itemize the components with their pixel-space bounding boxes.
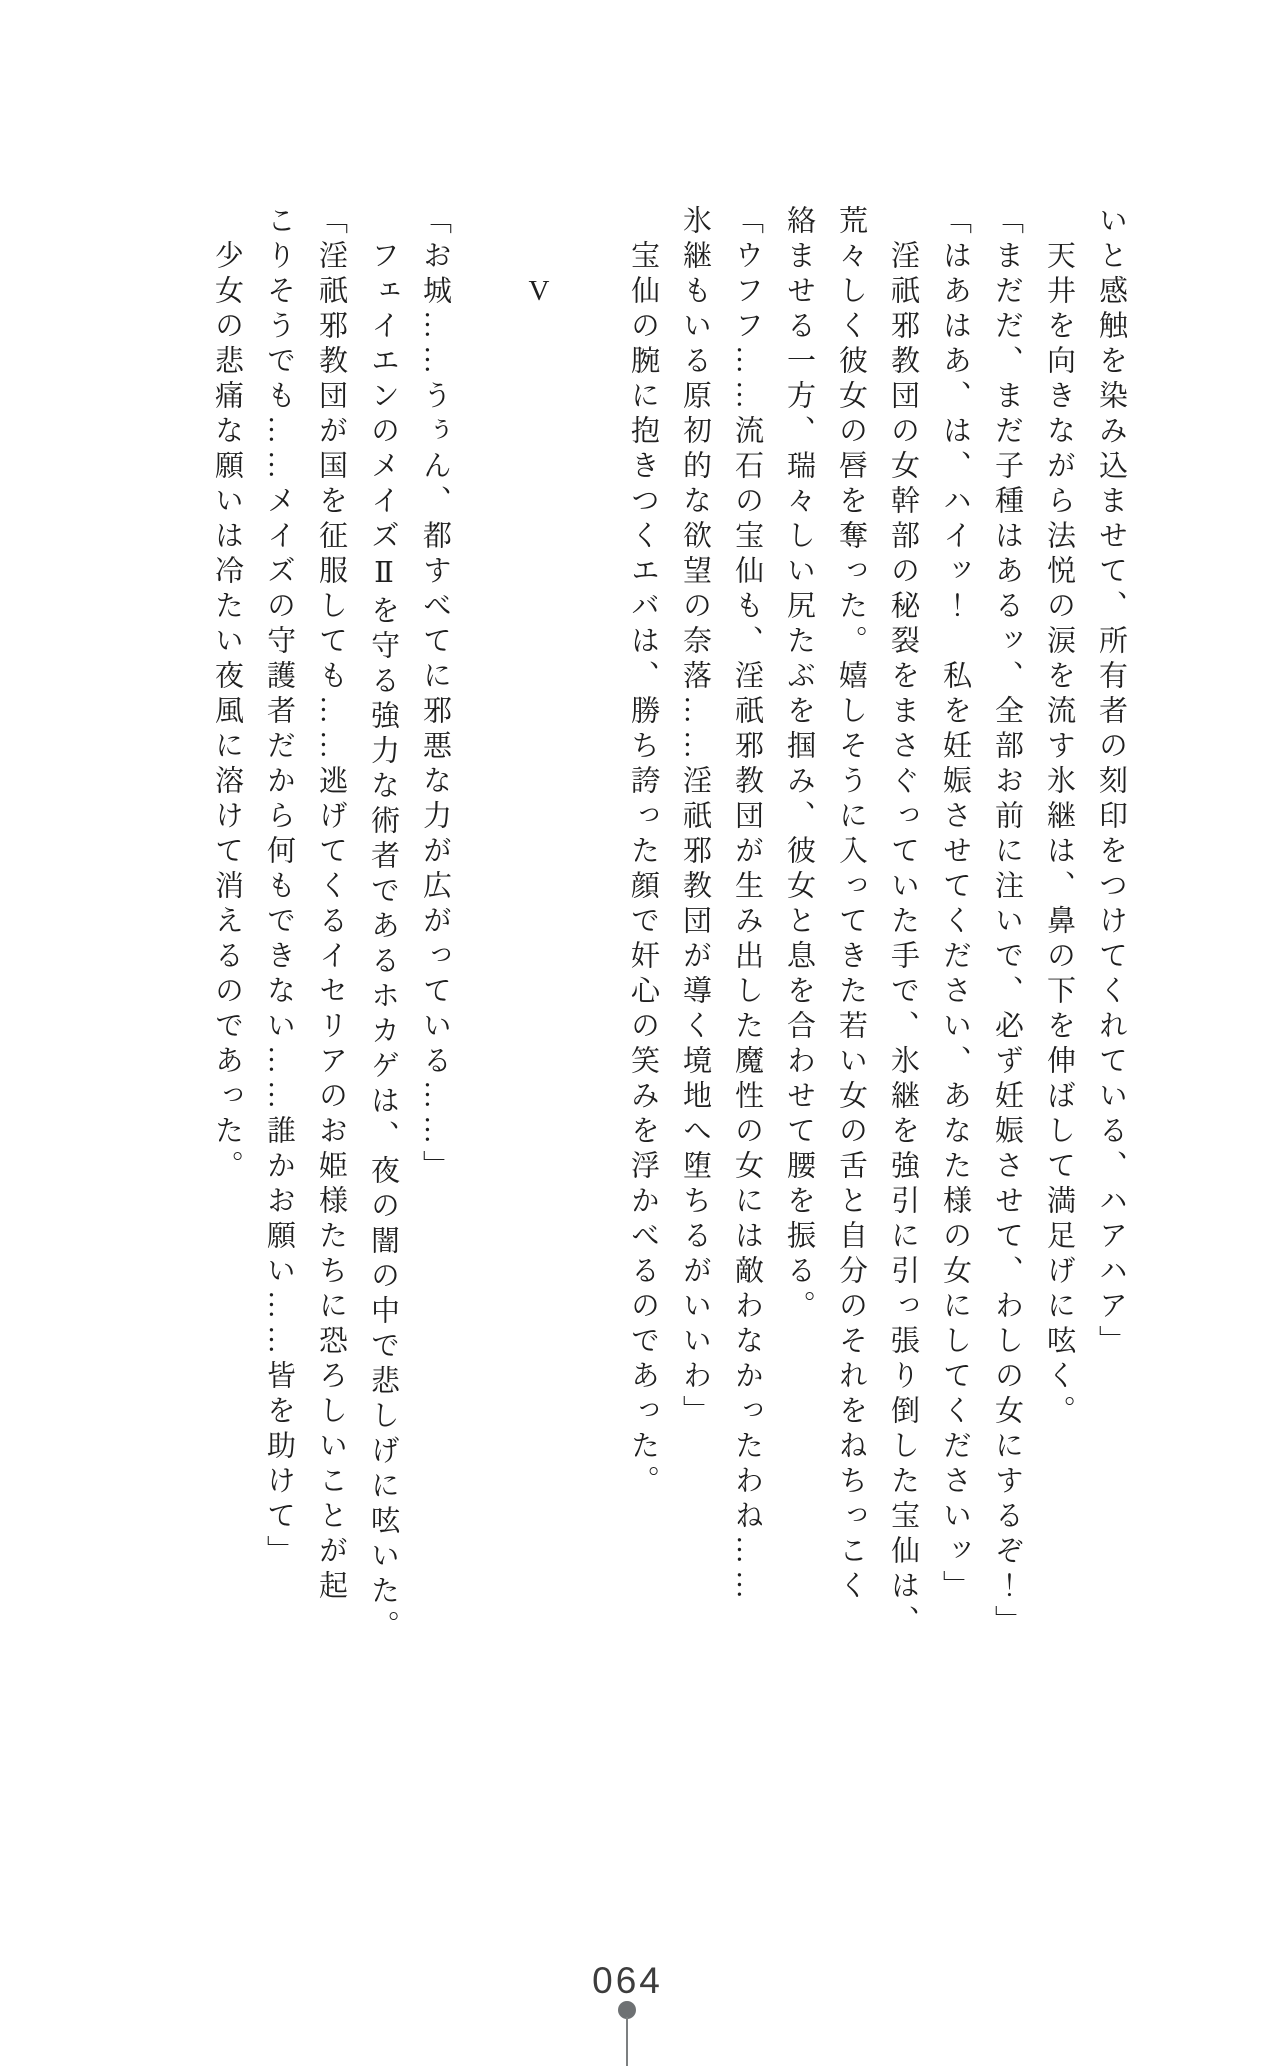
text-line: フェイエンのメイズⅡを守る強力な術者であるホカゲは、夜の闇の中で悲しげに呟いた。 <box>367 205 399 1645</box>
text-line: いと感触を染み込ませて、所有者の刻印をつけてくれている、ハアハア」 <box>1095 205 1127 1360</box>
text-line: 氷継もいる原初的な欲望の奈落……淫祇邪教団が導く境地へ堕ちるがいいわ」 <box>679 205 711 1430</box>
text-line: 荒々しく彼女の唇を奪った。嬉しそうに入ってきた若い女の舌と自分のそれをねちっこく <box>835 205 867 1605</box>
text-line: 「淫祇邪教団が国を征服しても……逃げてくるイセリアのお姫様たちに恐ろしいことが起 <box>315 205 347 1605</box>
text-line: 「ウフフ……流石の宝仙も、淫祇邪教団が生み出した魔性の女には敵わなかったわね…… <box>731 205 763 1605</box>
text-line: こりそうでも……メイズの守護者だから何もできない……誰かお願い……皆を助けて」 <box>263 205 295 1570</box>
text-line: 「お城……うぅん、都すべてに邪悪な力が広がっている……」 <box>419 205 451 1185</box>
text-line: 淫祇邪教団の女幹部の秘裂をまさぐっていた手で、氷継を強引に引っ張り倒した宝仙は、 <box>887 205 919 1640</box>
blank-line <box>565 205 617 1680</box>
section-heading: V <box>523 275 555 313</box>
text-line: 宝仙の腕に抱きつくエバは、勝ち誇った顔で奸心の笑みを浮かべるのであった。 <box>627 205 659 1500</box>
text-line: 「はあはあ、は、ハイッ！ 私を妊娠させてください、あなた様の女にしてくださいッ」 <box>939 205 971 1605</box>
blank-line <box>461 205 513 1680</box>
text-line: 絡ませる一方、瑞々しい尻たぶを掴み、彼女と息を合わせて腰を振る。 <box>783 205 815 1325</box>
text-line: 少女の悲痛な願いは冷たい夜風に溶けて消えるのであった。 <box>211 205 243 1185</box>
footer-rule <box>626 2017 628 2066</box>
page-number: 064 <box>592 1960 663 2001</box>
text-line: 天井を向きながら法悦の涙を流す氷継は、鼻の下を伸ばして満足げに呟く。 <box>1043 205 1075 1430</box>
text-line: 「まだだ、まだ子種はあるッ、全部お前に注いで、必ず妊娠させて、わしの女にするぞ！」 <box>991 205 1023 1640</box>
novel-text-block <box>201 205 1137 1680</box>
